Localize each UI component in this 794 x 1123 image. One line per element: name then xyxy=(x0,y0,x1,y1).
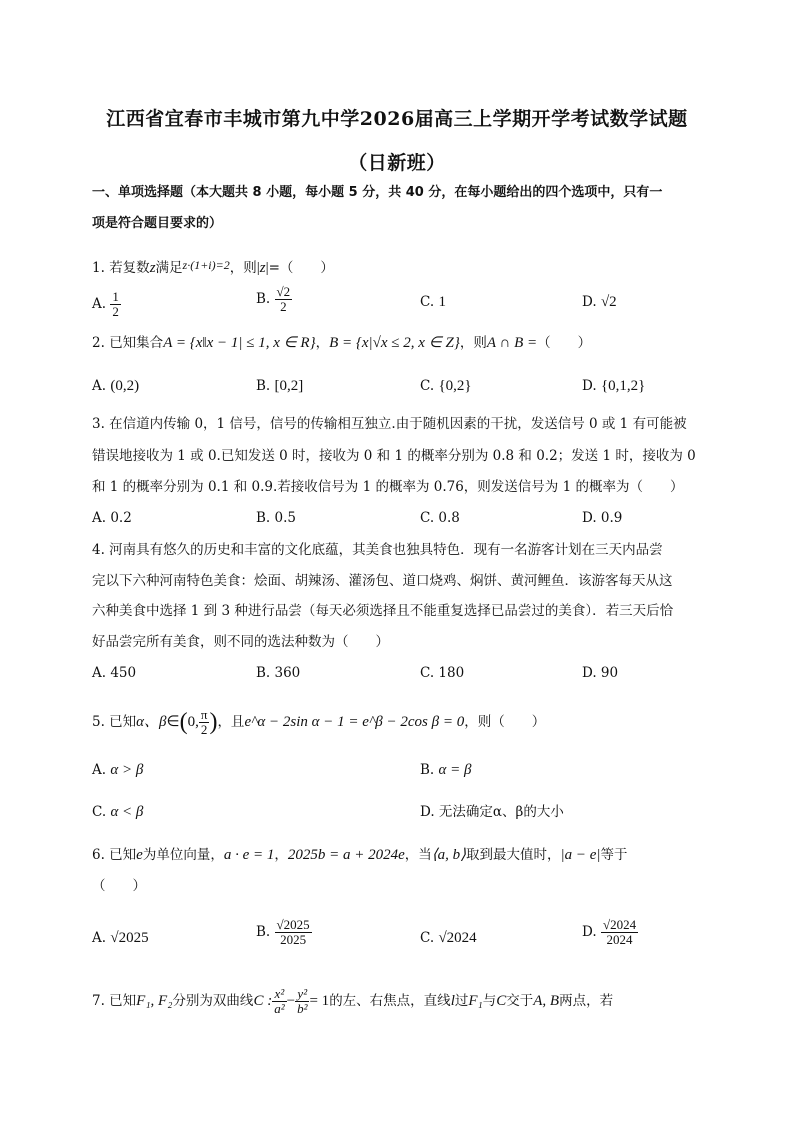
question-3-line-1: 3. 在信道内传输 0，1 信号，信号的传输相互独立.由于随机因素的干扰，发送信号 0 或 1 有可能被 xyxy=(92,416,687,432)
q3-option-b: B. 0.5 xyxy=(256,510,296,526)
q1-option-a: A. $\frac{1}{2}$ xyxy=(92,289,119,319)
exam-title: 江西省宜春市丰城市第九中学2026届高三上学期开学考试数学试题 xyxy=(106,108,688,130)
question-6: 6. 已知e为单位向量，a · e = 1，2025b = a + 2024e，当⟨a, b⟩取到最大值时，|a − e|等于 xyxy=(92,847,628,863)
q2-option-c: C. {0,2} xyxy=(420,378,472,394)
question-3-line-2: 错误地接收为 1 或 0.已知发送 0 时，接收为 0 和 1 的概率分别为 0.8 和 0.2；发送 1 时，接收为 0 xyxy=(92,448,696,464)
question-4-line-2: 完以下六种河南特色美食：烩面、胡辣汤、灌汤包、道口烧鸡、焖饼、黄河鲤鱼．该游客每天从这 xyxy=(92,573,673,589)
q6-option-c: C. √2024 xyxy=(420,930,477,946)
question-4-line-3: 六种美食中选择 1 到 3 种进行品尝（每天必须选择且不能重复选择已品尝过的美食）．若三天后恰 xyxy=(92,603,674,619)
q4-option-d: D. 90 xyxy=(582,665,619,681)
question-4-line-4: 好品尝完所有美食，则不同的选法种数为（ ） xyxy=(92,634,389,650)
section-heading-1: 一、单项选择题（本大题共 8 小题，每小题 5 分，共 40 分，在每小题给出的四个选项中，只有一 xyxy=(92,185,663,200)
question-4-line-1: 4. 河南具有悠久的历史和丰富的文化底蕴，其美食也独具特色．现有一名游客计划在三天内品尝 xyxy=(92,542,663,558)
question-1: 1. 若复数z满足z·(1+i)=2，则|z|=（ ） xyxy=(92,258,334,276)
q3-option-c: C. 0.8 xyxy=(420,510,460,526)
q1-option-b: B. $\frac{√2}{2}$ xyxy=(256,284,291,314)
q4-option-b: B. 360 xyxy=(256,665,301,681)
q1-option-d: D. √2 xyxy=(582,294,617,310)
question-7: 7. 已知F₁, F₂分别为双曲线C : $\frac{\text{x²}}{\text{a²}}$ − $\frac{\text{y²}}{\text{b²}}$ = 1的左、右焦点，直线l过F₁与C交于A, B两点，若 xyxy=(92,986,614,1016)
q5-option-c: C. α < β xyxy=(92,804,144,820)
q6-option-a: A. √2025 xyxy=(92,930,149,946)
q2-option-d: D. {0,1,2} xyxy=(582,378,646,394)
q6-option-d: D. $\frac{√2024}{2024}$ xyxy=(582,917,637,947)
q2-option-a: A. (0,2) xyxy=(92,378,140,394)
question-3-line-3: 和 1 的概率分别为 0.1 和 0.9.若接收信号为 1 的概率为 0.76，则发送信号为 1 的概率为（ ） xyxy=(92,479,684,495)
q5-option-b: B. α = β xyxy=(420,762,472,778)
q1-option-c: C. 1 xyxy=(420,294,446,310)
q2-option-b: B. [0,2] xyxy=(256,378,304,394)
question-5: 5. 已知α、β∈(0, $\frac{\pi}{2}$ )，且e^α − 2sin α − 1 = e^β − 2cos β = 0，则（ ） xyxy=(92,707,546,737)
q6-option-b: B. $\frac{√2025}{2025}$ xyxy=(256,917,310,947)
section-heading-2: 项是符合题目要求的） xyxy=(92,216,223,231)
question-2: 2. 已知集合A = {x‖x − 1| ≤ 1, x ∈ R}，B = {x|√x ≤ 2, x ∈ Z}，则A ∩ B =（ ） xyxy=(92,335,592,351)
q4-option-a: A. 450 xyxy=(92,665,137,681)
q3-option-d: D. 0.9 xyxy=(582,510,623,526)
question-6-paren: （ ） xyxy=(92,878,146,894)
q5-option-d: D. 无法确定α、β的大小 xyxy=(420,804,564,820)
q5-option-a: A. α > β xyxy=(92,762,144,778)
q3-option-a: A. 0.2 xyxy=(92,510,132,526)
q4-option-c: C. 180 xyxy=(420,665,465,681)
exam-subtitle: （日新班） xyxy=(348,152,446,174)
